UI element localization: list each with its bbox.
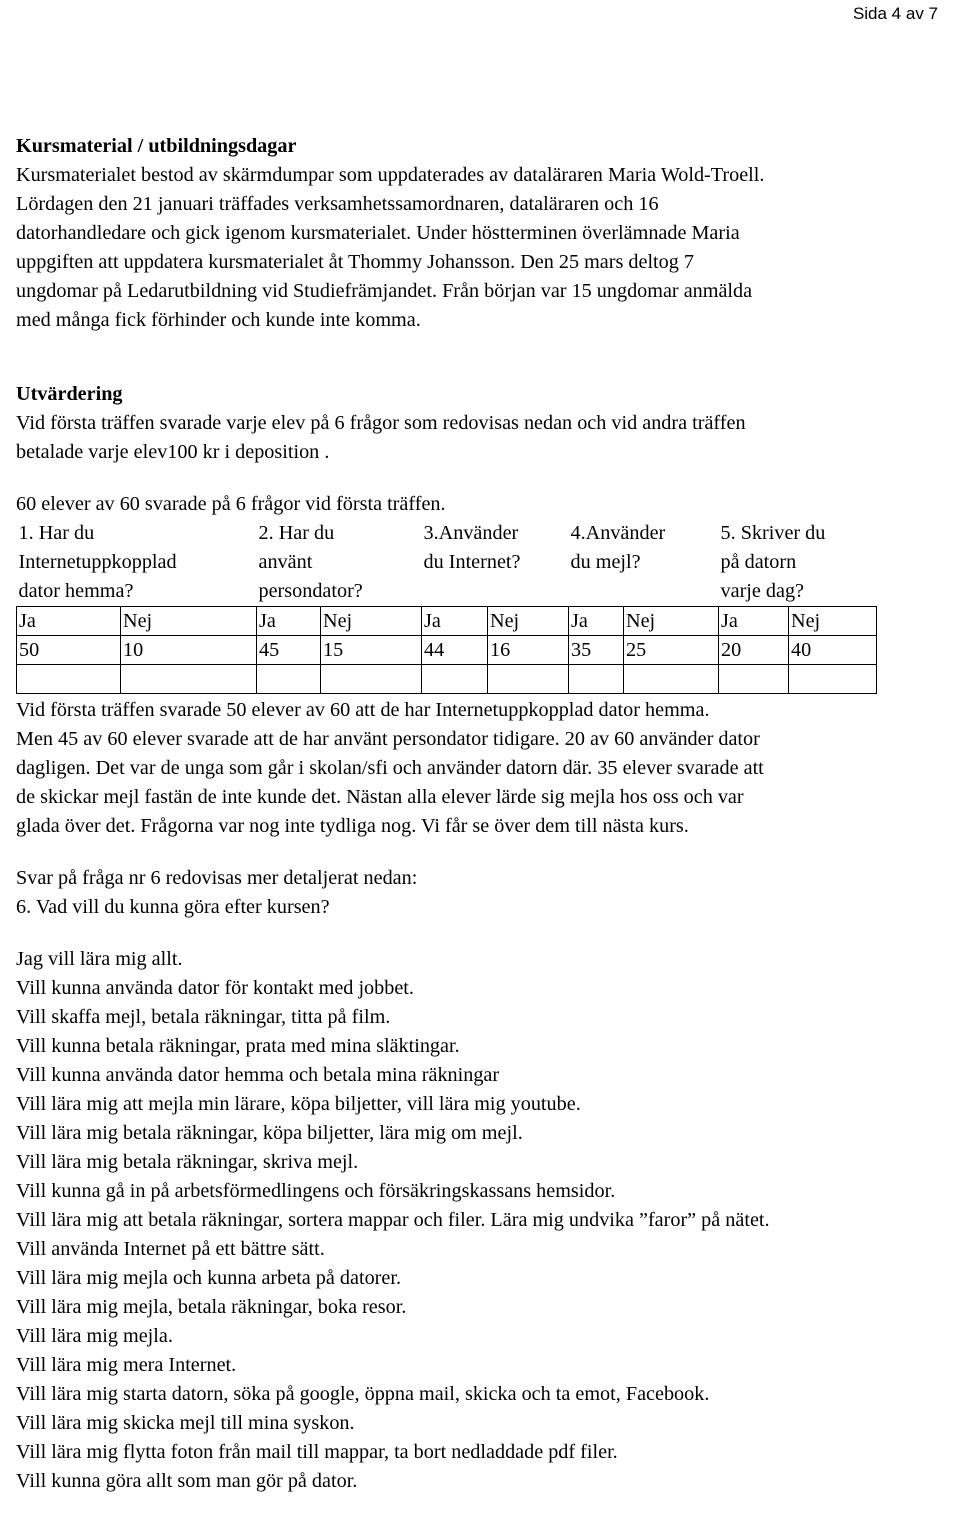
answer-item: Vill lära mig skicka mejl till mina syskon.	[16, 1412, 355, 1434]
text-line: Vid första träffen svarade varje elev på 6 frågor som redovisas nedan och vid andra träffen	[16, 412, 746, 434]
text-line: betalade varje elev100 kr i deposition .	[16, 441, 330, 463]
answer-label: Ja	[569, 607, 624, 636]
answer-value: 10	[121, 636, 257, 665]
question-2: 2. Har du använt persondator?	[258, 522, 363, 602]
survey-question-row	[17, 519, 877, 607]
text-line: uppgiften att uppdatera kursmaterialet åt Thommy Johansson. Den 25 mars deltog 7	[16, 251, 694, 273]
question-4: 4.Använder du mejl?	[570, 522, 666, 573]
document-body	[16, 132, 951, 1496]
answer-value: 20	[719, 636, 789, 665]
answer-value-row	[17, 636, 877, 665]
empty-cell	[17, 665, 121, 694]
text-line: Lördagen den 21 januari träffades verksamhetssamordnaren, dataläraren och 16	[16, 193, 659, 215]
answer-label: Nej	[789, 607, 877, 636]
answer-value: 16	[488, 636, 569, 665]
answer-label: Nej	[121, 607, 257, 636]
question6-intro: Svar på fråga nr 6 redovisas mer detaljerat nedan:	[16, 867, 418, 889]
text-line: glada över det. Frågorna var nog inte tydliga nog. Vi får se över dem till nästa kurs.	[16, 815, 689, 837]
text-line: Men 45 av 60 elever svarade att de har använt persondator tidigare. 20 av 60 använder dator	[16, 728, 760, 750]
answer-item: Vill kunna gå in på arbetsförmedlingens och försäkringskassans hemsidor.	[16, 1180, 616, 1202]
empty-row	[17, 665, 877, 694]
question-3: 3.Använder du Internet?	[423, 522, 521, 573]
answer-value: 40	[789, 636, 877, 665]
page-number: Sida 4 av 7	[852, 4, 938, 23]
answer-item: Vill kunna använda dator för kontakt med jobbet.	[16, 977, 414, 999]
answer-value: 45	[257, 636, 321, 665]
answer-value: 44	[422, 636, 488, 665]
answer-value: 35	[569, 636, 624, 665]
empty-cell	[789, 665, 877, 694]
answer-item: Vill lära mig mejla, betala räkningar, boka resor.	[16, 1296, 407, 1318]
empty-cell	[422, 665, 488, 694]
answer-value: 25	[624, 636, 719, 665]
answer-item: Vill lära mig betala räkningar, skriva mejl.	[16, 1151, 359, 1173]
kursmaterial-paragraph	[16, 161, 951, 335]
empty-cell	[121, 665, 257, 694]
answers-list	[16, 945, 951, 1496]
answer-label: Ja	[257, 607, 321, 636]
question6-text: 6. Vad vill du kunna göra efter kursen?	[16, 896, 330, 918]
answer-item: Vill lära mig mejla och kunna arbeta på datorer.	[16, 1267, 402, 1289]
answer-label: Ja	[17, 607, 121, 636]
answer-label-row	[17, 607, 877, 636]
text-line: med många fick förhinder och kunde inte komma.	[16, 309, 421, 331]
answer-item: Jag vill lära mig allt.	[16, 948, 183, 970]
answer-item: Vill lära mig flytta foton från mail till mappar, ta bort nedladdade pdf filer.	[16, 1441, 618, 1463]
question-1: 1. Har du Internetuppkopplad dator hemma?	[18, 522, 177, 602]
section-heading-kursmaterial: Kursmaterial / utbildningsdagar	[16, 135, 297, 157]
empty-cell	[488, 665, 569, 694]
empty-cell	[719, 665, 789, 694]
text-line: Kursmaterialet bestod av skärmdumpar som uppdaterades av dataläraren Maria Wold-Troell.	[16, 164, 765, 186]
empty-cell	[624, 665, 719, 694]
answer-item: Vill lära mig mejla.	[16, 1325, 173, 1347]
answer-item: Vill kunna betala räkningar, prata med mina släktingar.	[16, 1035, 460, 1057]
answer-label: Nej	[488, 607, 569, 636]
text-line: datorhandledare och gick igenom kursmaterialet. Under höstterminen överlämnade Maria	[16, 222, 740, 244]
answer-item: Vill lära mig att betala räkningar, sortera mappar och filer. Lära mig undvika ”faror” på nätet.	[16, 1209, 770, 1231]
answer-label: Ja	[719, 607, 789, 636]
empty-cell	[257, 665, 321, 694]
empty-cell	[321, 665, 422, 694]
summary-paragraph	[16, 696, 951, 841]
answer-item: Vill kunna göra allt som man gör på dator.	[16, 1470, 358, 1492]
answer-item: Vill lära mig betala räkningar, köpa biljetter, lära mig om mejl.	[16, 1122, 523, 1144]
text-line: Vid första träffen svarade 50 elever av 60 att de har Internetuppkopplad dator hemma.	[16, 699, 710, 721]
answer-label: Nej	[624, 607, 719, 636]
survey-intro: 60 elever av 60 svarade på 6 frågor vid första träffen.	[16, 493, 446, 515]
utvardering-paragraph	[16, 409, 951, 467]
answer-value: 15	[321, 636, 422, 665]
text-line: ungdomar på Ledarutbildning vid Studiefrämjandet. Från början var 15 ungdomar anmälda	[16, 280, 753, 302]
answer-label: Nej	[321, 607, 422, 636]
section-heading-utvardering: Utvärdering	[16, 383, 123, 405]
empty-cell	[569, 665, 624, 694]
survey-table	[16, 519, 877, 694]
answer-item: Vill skaffa mejl, betala räkningar, titta på film.	[16, 1006, 391, 1028]
answer-item: Vill använda Internet på ett bättre sätt.	[16, 1238, 325, 1260]
answer-item: Vill lära mig att mejla min lärare, köpa biljetter, vill lära mig youtube.	[16, 1093, 581, 1115]
answer-value: 50	[17, 636, 121, 665]
text-line: dagligen. Det var de unga som går i skolan/sfi och använder datorn där. 35 elever svarade att	[16, 757, 764, 779]
answer-item: Vill lära mig starta datorn, söka på google, öppna mail, skicka och ta emot, Facebook.	[16, 1383, 710, 1405]
answer-item: Vill kunna använda dator hemma och betala mina räkningar	[16, 1064, 500, 1086]
answer-item: Vill lära mig mera Internet.	[16, 1354, 237, 1376]
text-line: de skickar mejl fastän de inte kunde det. Nästan alla elever lärde sig mejla hos oss och var	[16, 786, 744, 808]
answer-label: Ja	[422, 607, 488, 636]
question-5: 5. Skriver du på datorn varje dag?	[720, 522, 826, 602]
